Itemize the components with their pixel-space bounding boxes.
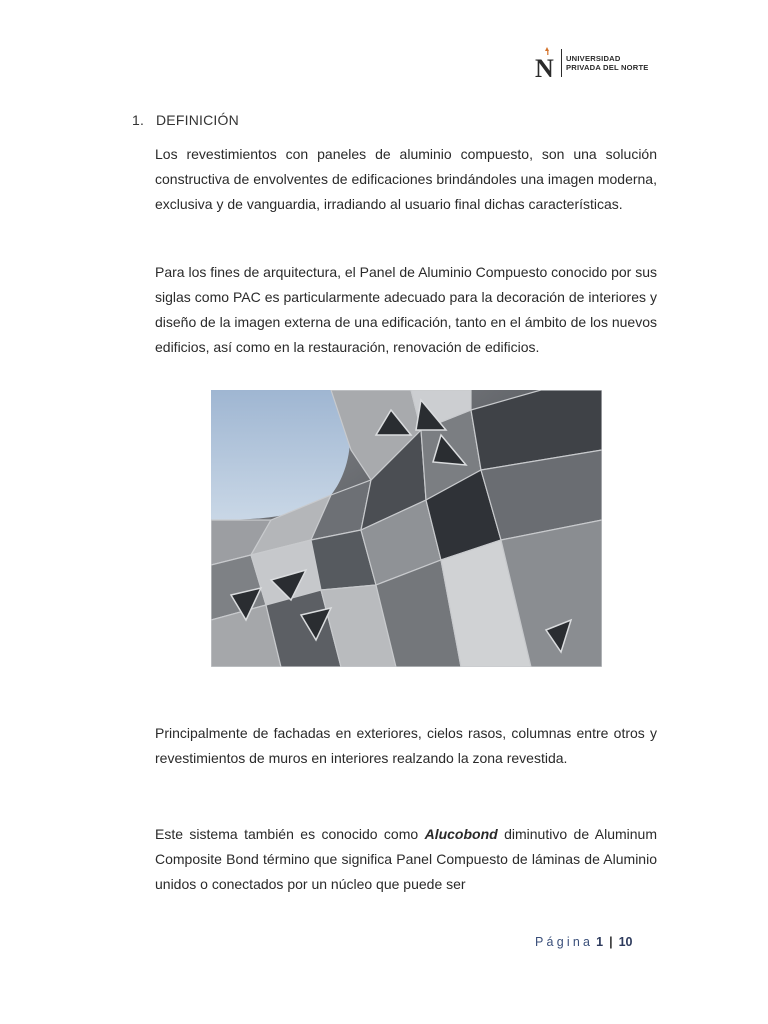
section-number: 1. [132,112,145,128]
paragraph-3: Principalmente de fachadas en exteriores, cielos rasos, columnas entre otros y revestimientos de muros en interiores realzando la zona revestida. [155,725,657,766]
paragraph-1: Los revestimientos con paneles de aluminio compuesto, son una solución constructiva de envolventes de edificaciones brindándoles una imagen moderna, exclusiva y de vanguardia, irradiando al usuario final dichas características. [155,146,657,212]
section-heading [132,112,239,128]
facade-photo [211,390,602,667]
university-logo [534,44,658,82]
paragraph-4-end: diminutivo de Aluminum Composite Bond término que significa Panel Compuesto de láminas de Aluminio unidos o conectados por un núcleo que puede ser [155,826,657,892]
current-page-number: 1 [596,935,604,949]
page-separator: | [609,935,613,949]
page-label: Página [535,935,594,949]
paragraph-4-brand: Alucobond [424,826,498,842]
logo-line-2: PRIVADA DEL NORTE [566,63,649,72]
paragraph-4-start: Este sistema también es conocido como [155,826,425,842]
facade-photo-illustration [211,390,602,667]
logo-line-1: UNIVERSIDAD [566,54,621,63]
logo-n-mark-icon [534,46,558,80]
total-pages: 10 [618,935,633,949]
logo-divider [561,49,562,77]
svg-text:N: N [535,54,554,80]
logo-text [566,54,649,72]
paragraph-2: Para los fines de arquitectura, el Panel de Aluminio Compuesto conocido por sus siglas como PAC es particularmente adecuado para la decoración de interiores y diseño de la imagen externa de una edificación, tanto en el ámbito de los nuevos edificios, así como en la restauración, renovación de edificios. [155,264,658,355]
paragraph-4 [155,822,657,897]
section-title: DEFINICIÓN [156,112,239,128]
page-footer [535,935,632,949]
